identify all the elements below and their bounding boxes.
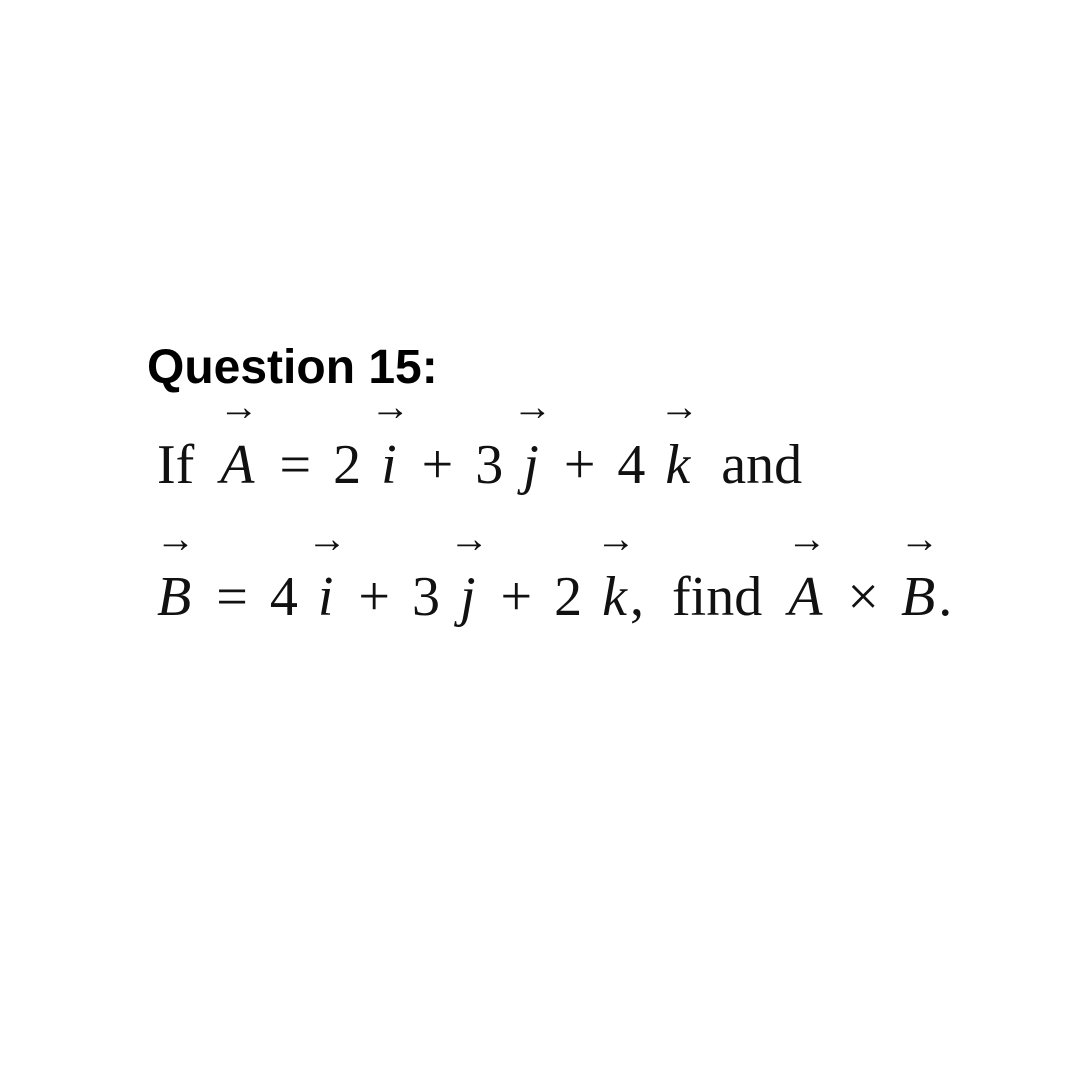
plus-sign: + <box>563 434 596 496</box>
equals-sign: = <box>216 566 248 628</box>
question-title: Question 15: <box>147 341 438 394</box>
and-word: and <box>721 434 803 496</box>
coefficient-j: 3 <box>475 434 504 496</box>
unit-vector-k: → k <box>602 557 630 637</box>
vector-b-definition <box>157 557 952 637</box>
unit-vector-i: → i <box>381 425 400 505</box>
vector-a-definition <box>157 425 802 505</box>
vector-a-symbol: → A <box>220 425 257 505</box>
unit-vector-j: → j <box>460 557 479 637</box>
unit-vector-j: → j <box>523 425 542 505</box>
find-word: find <box>671 566 763 628</box>
vector-b-symbol: → B <box>901 557 938 637</box>
coefficient-i: 4 <box>269 566 298 628</box>
plus-sign: + <box>421 434 454 496</box>
coefficient-k: 4 <box>617 434 646 496</box>
coefficient-i: 2 <box>333 434 362 496</box>
vector-a-symbol: → A <box>788 557 825 637</box>
plus-sign: + <box>500 566 533 628</box>
comma: , <box>629 566 644 628</box>
coefficient-j: 3 <box>411 566 440 628</box>
coefficient-k: 2 <box>554 566 583 628</box>
unit-vector-i: → i <box>318 557 337 637</box>
period: . <box>938 566 953 628</box>
plus-sign: + <box>358 566 390 628</box>
cross-product-sign: × <box>847 566 880 628</box>
vector-b-symbol: → B <box>157 557 194 637</box>
equals-sign: = <box>279 434 312 496</box>
if-word: If <box>157 434 195 496</box>
unit-vector-k: → k <box>665 425 693 505</box>
